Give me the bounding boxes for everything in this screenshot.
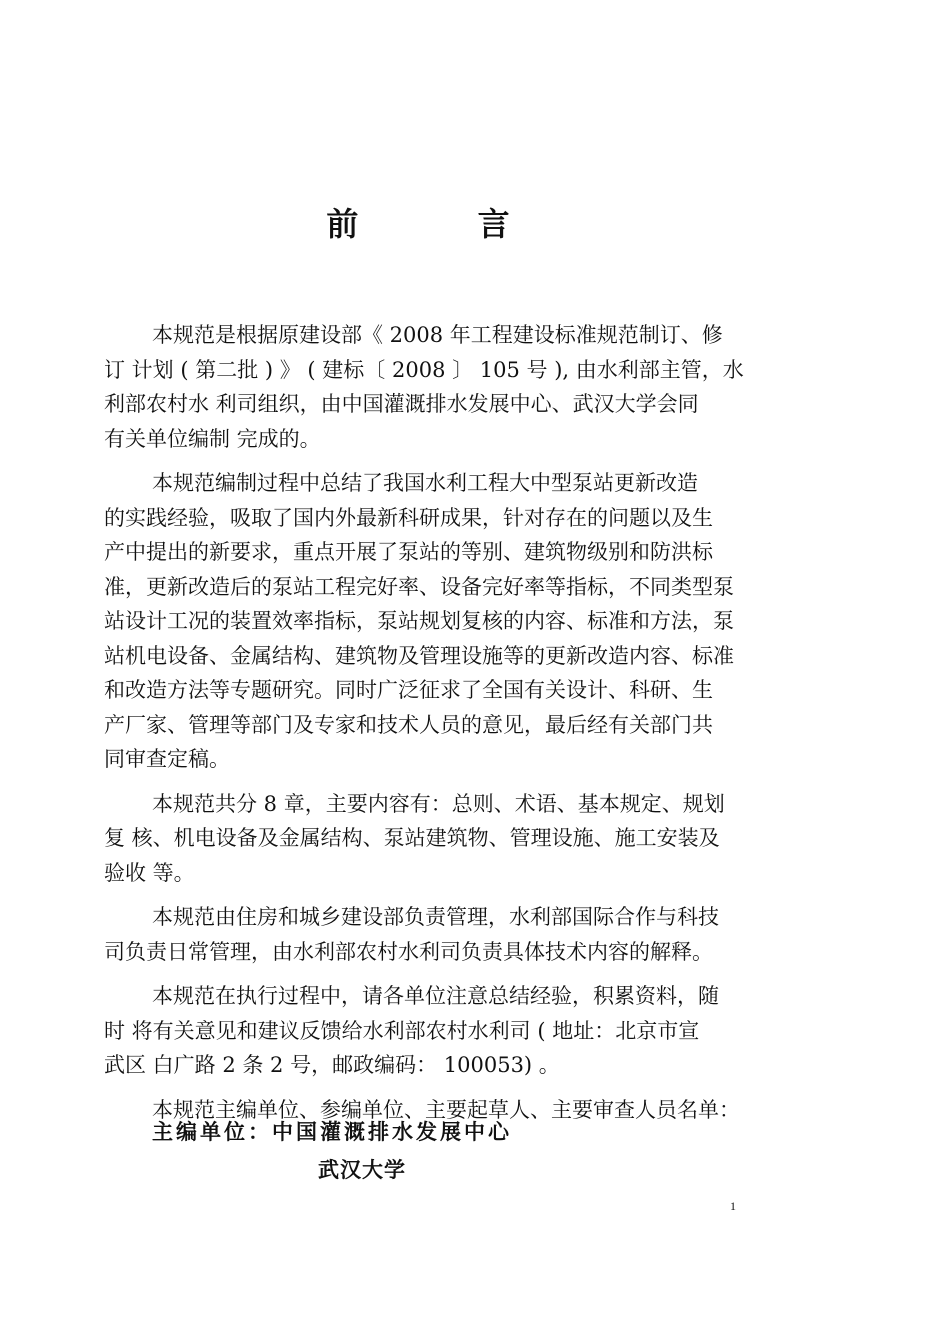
chief-editor-unit-2: 武汉大学 xyxy=(318,1158,406,1182)
paragraph-line: 时 将有关意见和建议反馈给水利部农村水利司 ( 地址：北京市宣 xyxy=(104,1018,700,1043)
chief-editor-label: 主编单位： xyxy=(152,1120,272,1144)
paragraph-line: 本规范由住房和城乡建设部负责管理，水利部国际合作与科技 xyxy=(152,905,719,929)
page-number: 1 xyxy=(730,1199,736,1213)
paragraph-line: 同审查定稿。 xyxy=(104,747,230,771)
paragraph-line: 站机电设备、金属结构、建筑物及管理设施等的更新改造内容、标准 xyxy=(104,643,734,668)
page-title: 前 言 xyxy=(326,205,564,243)
paragraph-line: 验收 等。 xyxy=(104,860,195,885)
paragraph-1 xyxy=(104,318,784,456)
paragraph-line: 的实践经验，吸取了国内外最新科研成果，针对存在的问题以及生 xyxy=(104,505,713,530)
paragraph-line: 有关单位编制 完成的。 xyxy=(104,426,321,451)
paragraph-line: 订 计划 ( 第二批 ) 》 ( 建标〔 2008 〕 105 号 ), 由水利部主管，水 xyxy=(104,357,744,382)
paragraph-line: 本规范在执行过程中，请各单位注意总结经验，积累资料，随 xyxy=(152,984,719,1008)
chief-editor-unit-1: 中国灌溉排水发展中心 xyxy=(272,1120,512,1144)
paragraph-line: 司负责日常管理，由水利部农村水利司负责具体技术内容的解释。 xyxy=(104,939,713,964)
paragraph-line: 武区 白广路 2 条 2 号，邮政编码： 100053) 。 xyxy=(104,1053,560,1077)
paragraph-line: 本规范是根据原建设部《 2008 年工程建设标准规范制订、修 xyxy=(152,323,723,347)
paragraph-line: 站设计工况的装置效率指标，泵站规划复核的内容、标准和方法，泵 xyxy=(104,609,734,633)
personnel-list-intro: 本规范主编单位、参编单位、主要起草人、主要审查人员名单： xyxy=(152,1097,740,1122)
paragraph-line: 准，更新改造后的泵站工程完好率、设备完好率等指标，不同类型泵 xyxy=(104,574,734,599)
paragraph-line: 产中提出的新要求，重点开展了泵站的等别、建筑物级别和防洪标 xyxy=(104,540,713,564)
paragraph-line: 产厂家、管理等部门及专家和技术人员的意见，最后经有关部门共 xyxy=(104,712,713,737)
preface-body xyxy=(104,318,784,1131)
paragraph-5 xyxy=(104,979,784,1083)
paragraph-4 xyxy=(104,900,784,969)
chief-editor-row xyxy=(152,1112,512,1152)
paragraph-line: 和改造方法等专题研究。同时广泛征求了全国有关设计、科研、生 xyxy=(104,678,713,702)
paragraph-line: 本规范编制过程中总结了我国水利工程大中型泵站更新改造 xyxy=(152,471,698,495)
paragraph-2 xyxy=(104,466,784,777)
paragraph-line: 复 核、机电设备及金属结构、泵站建筑物、管理设施、施工安装及 xyxy=(104,826,720,850)
paragraph-line: 本规范共分 8 章，主要内容有：总则、术语、基本规定、规划 xyxy=(152,791,725,816)
paragraph-line: 利部农村水 利司组织，由中国灌溉排水发展中心、武汉大学会同 xyxy=(104,392,699,416)
paragraph-3 xyxy=(104,787,784,891)
